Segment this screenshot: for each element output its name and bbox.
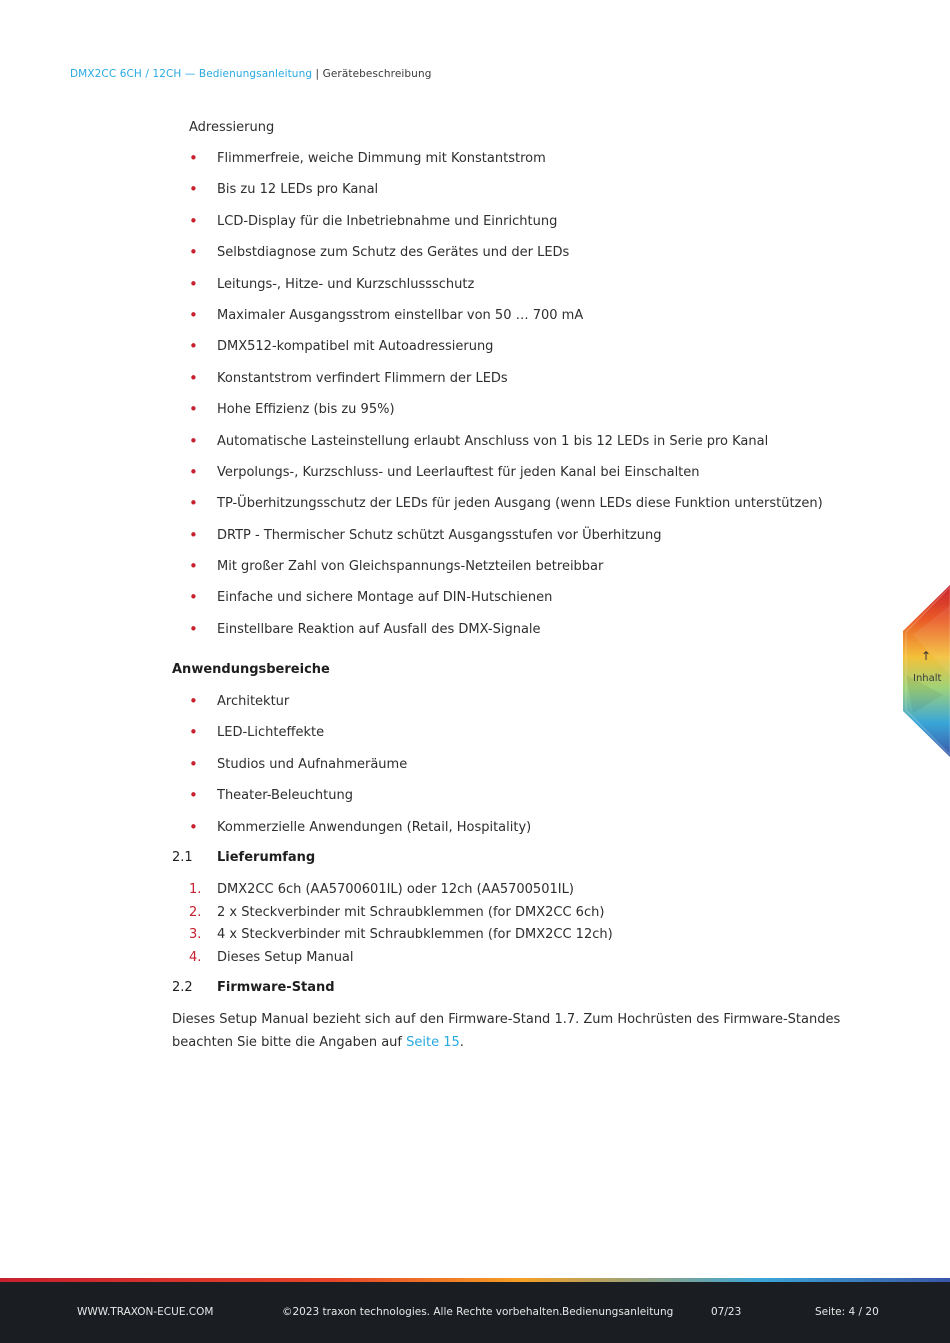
list-item — [189, 242, 823, 273]
bullet-icon: • — [189, 149, 198, 167]
bullet-icon: • — [189, 211, 198, 230]
applications-heading: Anwendungsbereiche — [172, 662, 330, 677]
list-item-text: DRTP - Thermischer Schutz schützt Ausgangsstufen vor Überhitzung — [217, 527, 662, 543]
list-item-text: Kommerzielle Anwendungen (Retail, Hospitality) — [217, 819, 532, 835]
page-header — [70, 68, 431, 80]
list-item-text: DMX512-kompatibel mit Autoadressierung — [217, 339, 494, 355]
bullet-icon: • — [189, 557, 198, 576]
list-item — [189, 785, 531, 816]
footer-page: Seite: 4 / 20 — [815, 1306, 879, 1318]
firmware-number: 2.2 — [172, 980, 193, 995]
list-item-text: Mit großer Zahl von Gleichspannungs-Netzteilen betreibbar — [217, 559, 604, 575]
list-item-number: 2. — [189, 904, 202, 920]
list-item — [189, 924, 613, 947]
list-item — [189, 493, 823, 524]
footer-website[interactable]: WWW.TRAXON-ECUE.COM — [77, 1306, 214, 1318]
list-item — [189, 619, 823, 650]
list-item-text: Konstantstrom verfindert Flimmern der LEDs — [217, 370, 508, 386]
applications-list — [189, 691, 531, 848]
side-tab-label: Inhalt — [913, 673, 942, 684]
list-item-text: Einfache und sichere Montage auf DIN-Hutschienen — [217, 590, 553, 606]
firmware-heading — [172, 980, 335, 995]
page-15-link[interactable]: Seite 15 — [406, 1034, 460, 1050]
list-item — [189, 902, 613, 925]
list-item-text: Dieses Setup Manual — [217, 949, 354, 965]
list-item-number: 1. — [189, 882, 202, 897]
list-item-text: Automatische Lasteinstellung erlaubt Anschluss von 1 bis 12 LEDs in Serie pro Kanal — [217, 433, 769, 449]
bullet-icon: • — [189, 754, 198, 773]
list-item — [189, 754, 531, 785]
header-separator: | — [312, 68, 323, 80]
list-item — [189, 525, 823, 556]
list-item-text: 4 x Steckverbinder mit Schraubklemmen (for DMX2CC 12ch) — [217, 927, 613, 942]
firmware-paragraph — [172, 1009, 852, 1054]
list-item — [189, 368, 823, 399]
delivery-number: 2.1 — [172, 850, 193, 865]
bullet-icon: • — [189, 786, 198, 805]
list-item — [189, 179, 823, 210]
list-item-text: LED-Lichteffekte — [217, 725, 325, 741]
arrow-up-icon: ↑ — [921, 649, 932, 663]
list-item — [189, 148, 823, 179]
list-item-text: Studios und Aufnahmeräume — [217, 756, 408, 772]
list-item — [189, 947, 613, 970]
bullet-icon: • — [189, 368, 198, 387]
firmware-text: Dieses Setup Manual bezieht sich auf den Firmware-Stand 1.7. Zum Hochrüsten des Firmware-Standes beachten Sie bitte die Angaben auf — [172, 1012, 841, 1050]
bullet-icon: • — [189, 817, 198, 836]
bullet-icon: • — [189, 494, 198, 513]
footer-copyright: ©2023 traxon technologies. Alle Rechte vorbehalten. — [282, 1306, 563, 1318]
bullet-icon: • — [189, 462, 198, 481]
header-doc-title[interactable]: DMX2CC 6CH / 12CH — Bedienungsanleitung — [70, 68, 313, 80]
list-item-text: Verpolungs-, Kurzschluss- und Leerlauftest für jeden Kanal bei Einschalten — [217, 464, 700, 480]
delivery-title: Lieferumfang — [217, 850, 316, 865]
feature-list — [189, 148, 823, 650]
list-item-text: Leitungs-, Hitze- und Kurzschlussschutz — [217, 276, 475, 292]
list-item-number: 4. — [189, 949, 202, 965]
list-item — [189, 431, 823, 462]
firmware-text-end: . — [459, 1034, 464, 1050]
list-item-text: LCD-Display für die Inbetriebnahme und Einrichtung — [217, 213, 558, 229]
list-item — [189, 879, 613, 902]
bullet-icon: • — [189, 243, 198, 262]
bullet-icon: • — [189, 525, 198, 544]
list-item-text: Architektur — [217, 694, 290, 709]
firmware-title: Firmware-Stand — [217, 980, 335, 995]
bullet-icon: • — [189, 180, 198, 199]
side-tab-background — [903, 585, 950, 757]
bullet-icon: • — [189, 723, 198, 742]
list-item — [189, 587, 823, 618]
list-item — [189, 556, 823, 587]
bullet-icon: • — [189, 274, 198, 293]
list-item-text: TP-Überhitzungsschutz der LEDs für jeden Ausgang (wenn LEDs diese Funktion unterstützen) — [217, 496, 823, 512]
bullet-icon: • — [189, 337, 198, 356]
list-item-text: Flimmerfreie, weiche Dimmung mit Konstantstrom — [217, 151, 546, 166]
list-item — [189, 274, 823, 305]
list-item — [189, 722, 531, 753]
header-section: Gerätebeschreibung — [322, 68, 432, 80]
list-item — [189, 691, 531, 722]
list-item — [189, 399, 823, 430]
delivery-heading — [172, 850, 315, 865]
list-item — [189, 462, 823, 493]
list-item-text: Bis zu 12 LEDs pro Kanal — [217, 182, 379, 198]
intro-line: Adressierung — [189, 120, 275, 135]
bullet-icon: • — [189, 431, 198, 450]
bullet-icon: • — [189, 588, 198, 607]
bullet-icon: • — [189, 305, 198, 324]
list-item-text: Maximaler Ausgangsstrom einstellbar von 50 … 700 mA — [217, 307, 584, 323]
list-item — [189, 336, 823, 367]
list-item — [189, 817, 531, 848]
footer-doc-type: Bedienungsanleitung — [562, 1306, 674, 1318]
contents-side-tab[interactable] — [903, 585, 950, 757]
delivery-list — [189, 879, 613, 969]
list-item-number: 3. — [189, 927, 202, 942]
bullet-icon: • — [189, 619, 198, 638]
bullet-icon: • — [189, 692, 198, 710]
page-footer — [0, 1282, 950, 1343]
footer-date: 07/23 — [711, 1306, 742, 1318]
list-item-text: Hohe Effizienz (bis zu 95%) — [217, 402, 395, 418]
list-item — [189, 305, 823, 336]
list-item-text: DMX2CC 6ch (AA5700601IL) oder 12ch (AA5700501IL) — [217, 882, 574, 897]
list-item-text: 2 x Steckverbinder mit Schraubklemmen (for DMX2CC 6ch) — [217, 904, 605, 920]
list-item-text: Einstellbare Reaktion auf Ausfall des DMX-Signale — [217, 621, 541, 637]
bullet-icon: • — [189, 400, 198, 419]
list-item — [189, 211, 823, 242]
list-item-text: Theater-Beleuchtung — [217, 788, 353, 804]
list-item-text: Selbstdiagnose zum Schutz des Gerätes und der LEDs — [217, 245, 570, 261]
